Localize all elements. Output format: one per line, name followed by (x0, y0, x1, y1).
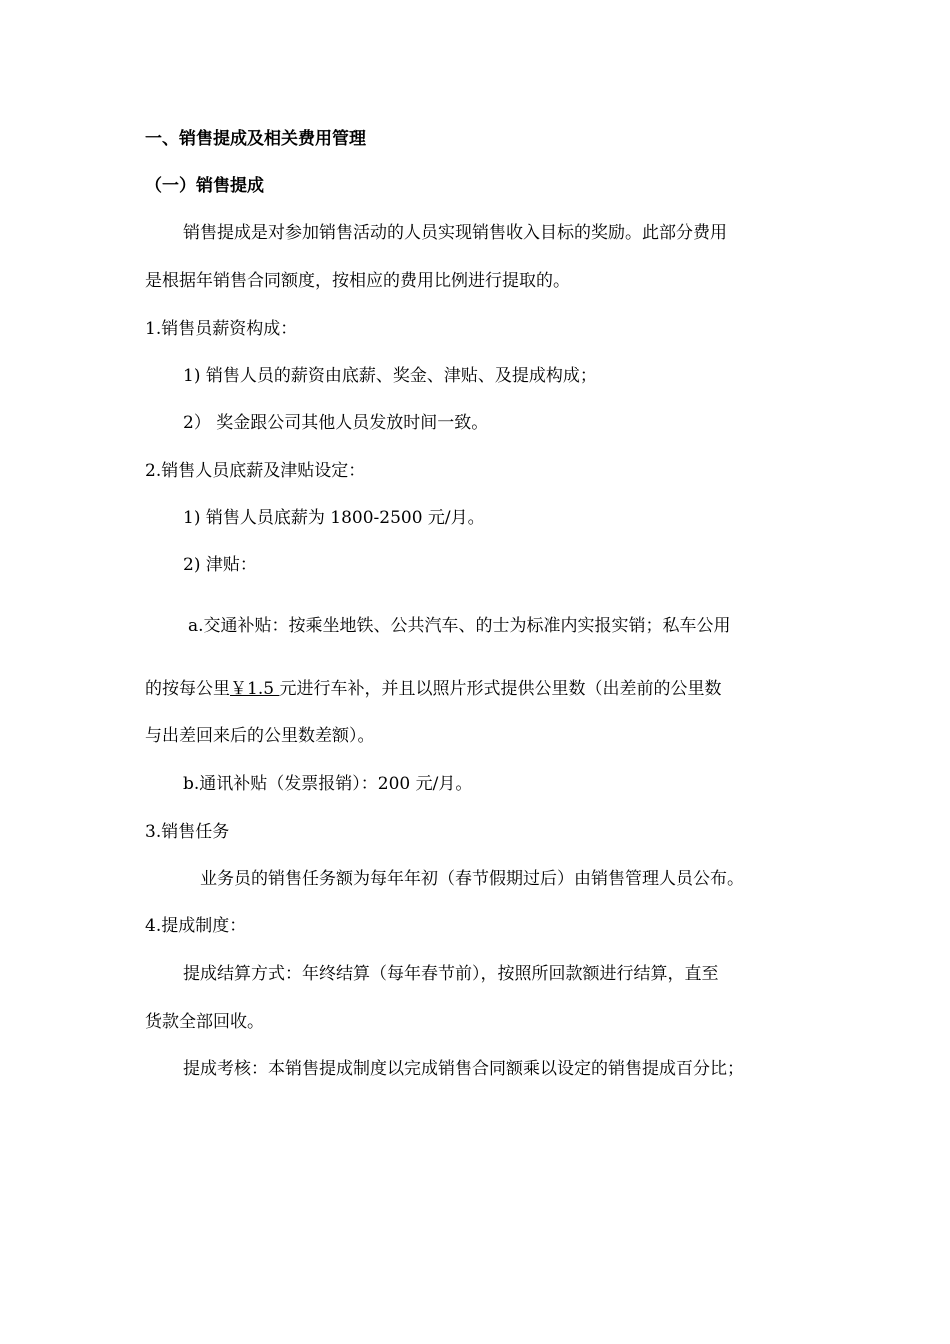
communication-allowance: b.通讯补贴（发票报销）：200 元/月。 (183, 774, 473, 794)
transport-allowance-pre: 的按每公里 (145, 679, 230, 699)
transport-allowance-line-3: 与出差回来后的公里数差额）。 (145, 726, 375, 746)
item2-point-2: 2) 津贴： (183, 555, 257, 575)
transport-allowance-line-1: a.交通补贴：按乘坐地铁、公共汽车、的士为标准内实报实销；私车公用 (188, 616, 731, 636)
item3-text: 业务员的销售任务额为每年年初（春节假期过后）由销售管理人员公布。 (200, 869, 744, 889)
intro-line-1: 销售提成是对参加销售活动的人员实现销售收入目标的奖励。此部分费用 (183, 223, 727, 243)
item2-heading: 2.销售人员底薪及津贴设定： (145, 461, 366, 481)
settlement-line-1: 提成结算方式：年终结算（每年春节前），按照所回款额进行结算，直至 (183, 964, 719, 984)
subsection-title: （一）销售提成 (145, 176, 264, 196)
transport-allowance-post: 元进行车补，并且以照片形式提供公里数（出差前的公里数 (279, 679, 722, 699)
item4-heading: 4.提成制度： (145, 916, 247, 936)
transport-allowance-line-2 (145, 677, 721, 701)
settlement-line-2: 货款全部回收。 (145, 1012, 264, 1032)
item1-point-2: 2） 奖金跟公司其他人员发放时间一致。 (183, 413, 489, 433)
assessment-line-1: 提成考核：本销售提成制度以完成销售合同额乘以设定的销售提成百分比； (183, 1059, 744, 1079)
intro-line-2: 是根据年销售合同额度，按相应的费用比例进行提取的。 (145, 271, 570, 291)
item1-point-1: 1) 销售人员的薪资由底薪、奖金、津贴、及提成构成； (183, 366, 597, 386)
item1-heading: 1.销售员薪资构成： (145, 319, 298, 339)
mileage-rate: ￥1.5 (230, 679, 280, 699)
item3-heading: 3.销售任务 (145, 822, 230, 842)
section-title: 一、销售提成及相关费用管理 (145, 129, 366, 149)
item2-point-1: 1) 销售人员底薪为 1800-2500 元/月。 (183, 508, 485, 528)
